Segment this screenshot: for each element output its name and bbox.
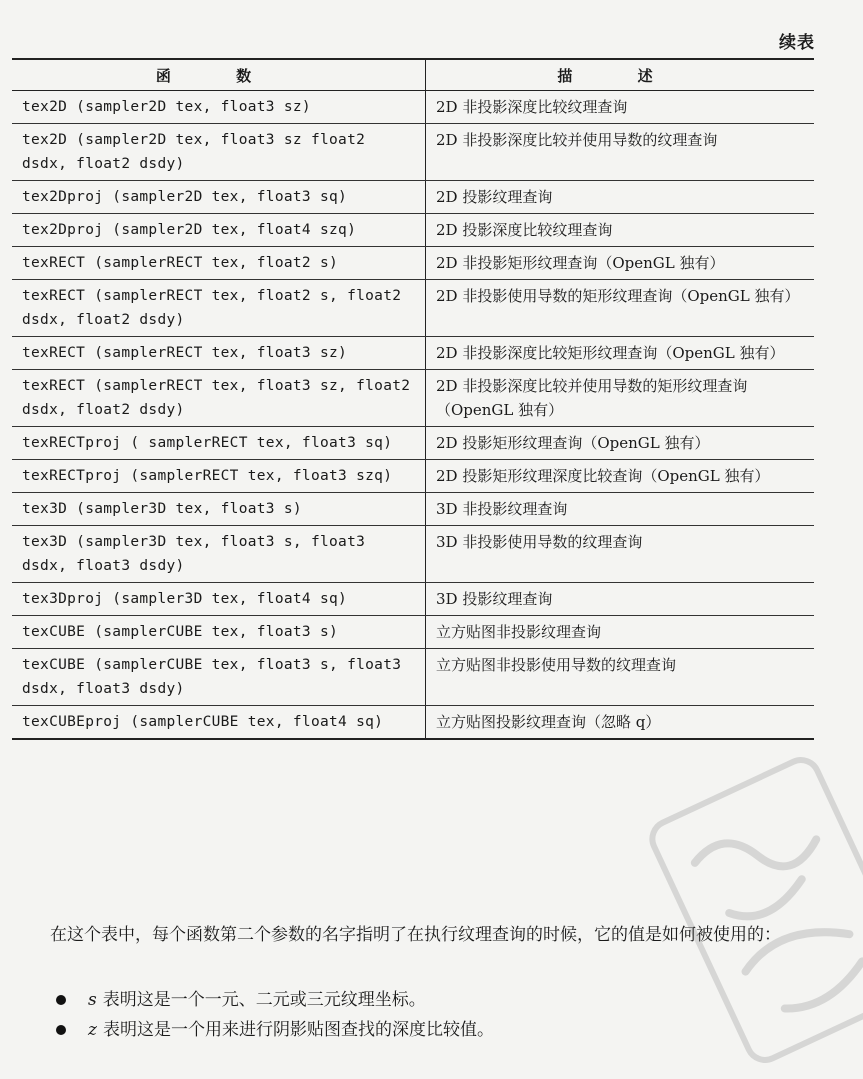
table-header-row bbox=[12, 59, 814, 91]
table-row bbox=[12, 649, 814, 706]
table-row bbox=[12, 526, 814, 583]
function-table bbox=[12, 58, 814, 740]
function-description: 2D 投影矩形纹理查询（OpenGL 独有） bbox=[426, 427, 815, 460]
table-row bbox=[12, 181, 814, 214]
table-row bbox=[12, 583, 814, 616]
function-signature: texRECT (samplerRECT tex, float2 s, float2 dsdx, float2 dsdy) bbox=[12, 280, 426, 337]
function-description: 立方贴图投影纹理查询（忽略 q） bbox=[436, 713, 661, 731]
bullet-item bbox=[56, 985, 816, 1015]
function-description: 2D 投影深度比较纹理查询 bbox=[426, 214, 815, 247]
function-description: 立方贴图非投影纹理查询 bbox=[426, 616, 815, 649]
function-signature: texCUBEproj (samplerCUBE tex, float4 sq) bbox=[12, 706, 426, 740]
function-signature: tex2D (sampler2D tex, float3 sz float2 dsdx, float2 dsdy) bbox=[12, 124, 426, 181]
table-row bbox=[12, 337, 814, 370]
continued-table-label: 续表 bbox=[779, 33, 815, 53]
table-row bbox=[12, 124, 814, 181]
function-signature: texRECTproj (samplerRECT tex, float3 szq) bbox=[12, 460, 426, 493]
param-variable: z bbox=[88, 1020, 97, 1040]
function-description: 2D 非投影深度比较并使用导数的矩形纹理查询（OpenGL 独有） bbox=[426, 370, 815, 427]
table-row bbox=[12, 460, 814, 493]
bullet-text: 表明这是一个一元、二元或三元纹理坐标。 bbox=[102, 990, 426, 1010]
function-signature: tex2Dproj (sampler2D tex, float3 sq) bbox=[12, 181, 426, 214]
function-description: 2D 非投影深度比较纹理查询 bbox=[426, 91, 815, 124]
function-signature: texRECTproj ( samplerRECT tex, float3 sq) bbox=[12, 427, 426, 460]
table-row bbox=[12, 214, 814, 247]
function-signature: texCUBE (samplerCUBE tex, float3 s) bbox=[12, 616, 426, 649]
body-paragraph: 在这个表中，每个函数第二个参数的名字指明了在执行纹理查询的时候，它的值是如何被使用的： bbox=[50, 925, 781, 945]
function-description: 2D 非投影深度比较并使用导数的纹理查询 bbox=[426, 124, 815, 181]
table-row bbox=[12, 616, 814, 649]
function-description: 2D 非投影深度比较矩形纹理查询（OpenGL 独有） bbox=[426, 337, 815, 370]
function-signature: tex2D (sampler2D tex, float3 sz) bbox=[12, 91, 426, 124]
function-signature: tex3D (sampler3D tex, float3 s) bbox=[12, 493, 426, 526]
function-description: 3D 投影纹理查询 bbox=[426, 583, 815, 616]
param-variable: s bbox=[88, 990, 97, 1010]
table-row bbox=[12, 370, 814, 427]
function-column-header: 函 数 bbox=[12, 59, 426, 91]
function-description: 2D 非投影矩形纹理查询（OpenGL 独有） bbox=[426, 247, 815, 280]
function-signature: tex3D (sampler3D tex, float3 s, float3 dsdx, float3 dsdy) bbox=[12, 526, 426, 583]
function-signature: tex2Dproj (sampler2D tex, float4 szq) bbox=[12, 214, 426, 247]
function-description: 2D 投影纹理查询 bbox=[426, 181, 815, 214]
function-description: 立方贴图非投影使用导数的纹理查询 bbox=[426, 649, 815, 706]
function-signature: texRECT (samplerRECT tex, float3 sz, float2 dsdx, float2 dsdy) bbox=[12, 370, 426, 427]
table-row bbox=[12, 247, 814, 280]
description-column-header: 描 述 bbox=[426, 59, 815, 91]
table-row bbox=[12, 493, 814, 526]
table-body bbox=[12, 91, 814, 740]
bullet-text: 表明这是一个用来进行阴影贴图查找的深度比较值。 bbox=[102, 1020, 494, 1040]
function-description: 2D 投影矩形纹理深度比较查询（OpenGL 独有） bbox=[426, 460, 815, 493]
function-signature: texRECT (samplerRECT tex, float2 s) bbox=[12, 247, 426, 280]
table-row bbox=[12, 91, 814, 124]
bullet-dot-icon bbox=[56, 995, 66, 1005]
function-signature: tex3Dproj (sampler3D tex, float4 sq) bbox=[12, 583, 426, 616]
table-row bbox=[12, 427, 814, 460]
bullet-item bbox=[56, 1015, 816, 1045]
function-signature: texCUBE (samplerCUBE tex, float3 s, float3 dsdx, float3 dsdy) bbox=[12, 649, 426, 706]
function-description: 2D 非投影使用导数的矩形纹理查询（OpenGL 独有） bbox=[426, 280, 815, 337]
function-signature: texRECT (samplerRECT tex, float3 sz) bbox=[12, 337, 426, 370]
bullet-list bbox=[56, 985, 816, 1045]
table-row bbox=[12, 706, 814, 740]
bullet-dot-icon bbox=[56, 1025, 66, 1035]
function-description: 3D 非投影使用导数的纹理查询 bbox=[426, 526, 815, 583]
function-description: 3D 非投影纹理查询 bbox=[426, 493, 815, 526]
table-row bbox=[12, 280, 814, 337]
